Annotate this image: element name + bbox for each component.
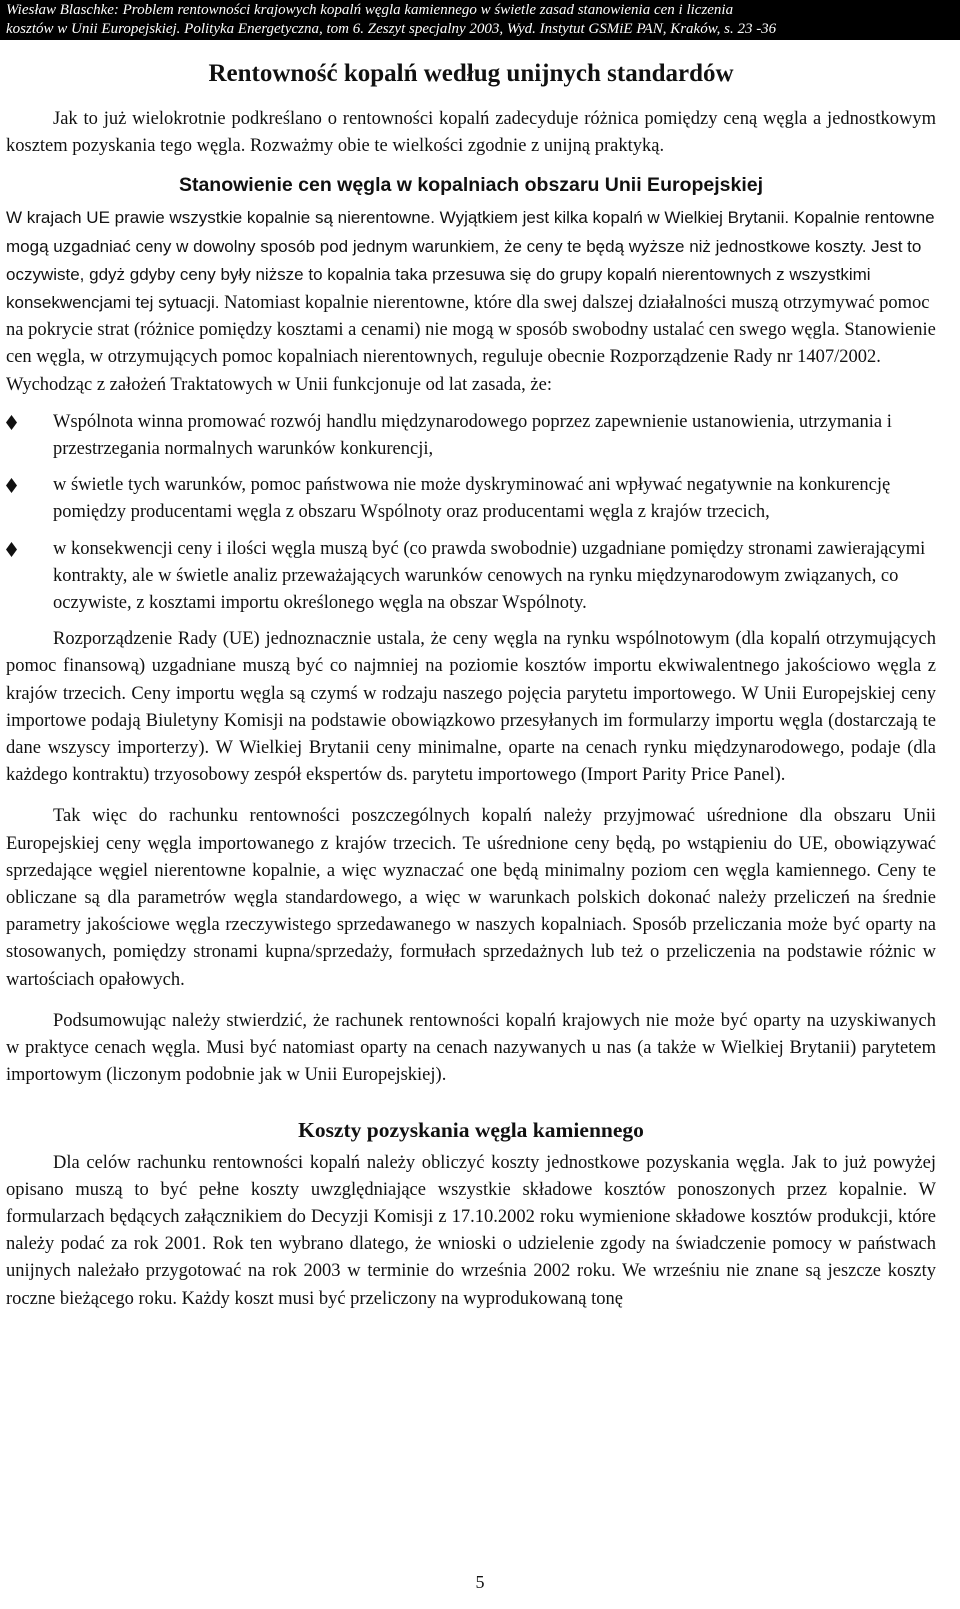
- regulation-paragraph: Rozporządzenie Rady (UE) jednoznacznie ustala, że ceny węgla na rynku wspólnotowym (dla kopalń otrzymujących pomoc finansową) uzgadniane muszą być co najmniej na poziomie kosztów importu ekwiwalentnego jakościowo węgla z krajów trzecich. Ceny importu węgla są czymś w rodzaju naszego pojęcia parytetu importowego. W Unii Europejskiej ceny importowe podają Biuletyny Komisji na podstawie obowiązkowo przesyłanych im formularzy importu węgla (dostarczają te dane wszyscy importerzy). W Wielkiej Brytanii ceny minimalne, oparte na cenach rynku międzynarodowego, podaje (dla każdego kontraktu) trzyosobowy zespół ekspertów ds. parytetu importowego (Import Parity Price Panel).: [6, 629, 936, 786]
- running-header-line-1: Wiesław Blaschke: Problem rentowności krajowych kopalń węgla kamiennego w świetle zasad stanowienia cen i liczenia: [6, 2, 734, 18]
- summary-paragraph: Podsumowując należy stwierdzić, że rachunek rentowności kopalń krajowych nie może być oparty na uzyskiwanych w praktyce cenach węgla. Musi być natomiast oparty na cenach nazywanych u nas (a także w Wielkiej Brytanii) parytetem importowym (liczonym podobnie jak w Unii Europejskiej).: [6, 1010, 936, 1086]
- running-header-line-2: kosztów w Unii Europejskiej. Polityka Energetyczna, tom 6. Zeszyt specjalny 2003, Wyd. Instytut GSMiE PAN, Kraków, s. 23 -36: [6, 21, 777, 37]
- page-number: 5: [475, 1572, 485, 1592]
- list-item: [6, 536, 936, 618]
- list-item-text: w konsekwencji ceny i ilości węgla muszą być (co prawda swobodnie) uzgadniane pomiędzy stronami zawierającymi kontrakty, ale w świetle analiz przeważających warunków cenowych na rynku międzynarodowym związanych, co oczywiste, z kosztami importu określonego węgla na obszar Wspólnoty.: [53, 538, 926, 614]
- intro-paragraph: Jak to już wielokrotnie podkreślano o rentowności kopalń zadecyduje różnica pomiędzy ceną węgla a jednostkowym kosztem pozyskania tego węgla. Rozważmy obie te wielkości zgodnie z unijną praktyką.: [6, 109, 936, 157]
- principles-list: [6, 409, 936, 617]
- list-item: [6, 472, 936, 526]
- list-item-text: w świetle tych warunków, pomoc państwowa nie może dyskryminować ani wpływać negatywnie na konkurencję pomiędzy producentami węgla z obszaru Wspólnoty oraz producentami węgla z krajów trzecich,: [53, 475, 891, 523]
- page-title: Rentowność kopalń według unijnych standardów: [208, 60, 734, 87]
- section-1-sans-paragraph: W krajach UE prawie wszystkie kopalnie są nierentowne. Wyjątkiem jest kilka kopalń w Wielkiej Brytanii. Kopalnie rentowne mogą uzgadniać ceny w dowolny sposób pod jednym warunkiem, że ceny te będą wyższe niż jednostkowe koszty. Jest to oczywiste, gdyż gdyby ceny były niższe to kopalnia taka przesuwa się do grupy kopalń nierentownych z wszystkimi konsekwencjami tej sytuacji.: [6, 208, 935, 313]
- costs-paragraph: Dla celów rachunku rentowności kopalń należy obliczyć koszty jednostkowe pozyskania węgla. Jak to już powyżej opisano muszą to być pełne koszty uwzględniające wszystkie składowe kosztów ponoszonych przez kopalnie. W formularzach będących załącznikiem do Decyzji Komisji z 17.10.2002 roku wymienione składowe kosztów produkcji, które należy podać za rok 2001. Rok ten wybrano dlatego, że wnioski o udzielenie zgody na świadczenie pomocy w państwach unijnych należało przygotować na rok 2003 w terminie do września 2002 roku. We wrześniu nie znane są jeszcze koszty roczne bieżącego roku. Każdy koszt musi być przeliczony na wyprodukowaną tonę: [6, 1152, 936, 1309]
- list-item: [6, 409, 936, 463]
- running-header: [0, 0, 960, 40]
- average-prices-paragraph: Tak więc do rachunku rentowności poszczególnych kopalń należy przyjmować uśrednione dla obszaru Unii Europejskiej ceny węgla importowanego z krajów trzecich. Te uśrednione ceny będą, po wstąpieniu do UE, obowiązywać sprzedające węgiel nierentowne kopalnie, a więc wyznaczać one będą minimalny poziom cen węgla kamiennego. Ceny te obliczane są dla parametrów węgla standardowego, a więc w warunkach polskich dokonać należy przeliczeń na średnie parametry jakościowe węgla rzeczywistego sprzedawanego w naszych kopalniach. Sposób przeliczania może być oparty na stosowanych, pomiędzy stronami kupna/sprzedaży, formułach sprzedażnych lub też o przeliczenia na podstawie różnic w wartościach opałowych.: [6, 806, 936, 990]
- diamond-bullet-icon: [6, 478, 17, 493]
- main-content: [6, 58, 936, 1313]
- section-2-heading: Koszty pozyskania węgla kamiennego: [298, 1117, 644, 1142]
- diamond-bullet-icon: [6, 415, 17, 430]
- section-1-heading: Stanowienie cen węgla w kopalniach obszaru Unii Europejskiej: [178, 174, 764, 197]
- section-1-serif-paragraph: Natomiast kopalnie nierentowne, które dla swej dalszej działalności muszą otrzymywać pomoc na pokrycie strat (różnice pomiędzy kosztami a cenami) nie mogą w sposób swobodny ustalać cen swego węgla. Stanowienie cen węgla, w otrzymujących pomoc kopalniach nierentownych, reguluje obecnie Rozporządzenie Rady nr 1407/2002. Wychodząc z założeń Traktatowych w Unii funkcjonuje od lat zasada, że:: [6, 293, 936, 395]
- diamond-bullet-icon: [6, 542, 17, 557]
- list-item-text: Wspólnota winna promować rozwój handlu międzynarodowego poprzez zapewnienie ustanowienia, utrzymania i przestrzegania normalnych warunków konkurencji,: [53, 411, 892, 460]
